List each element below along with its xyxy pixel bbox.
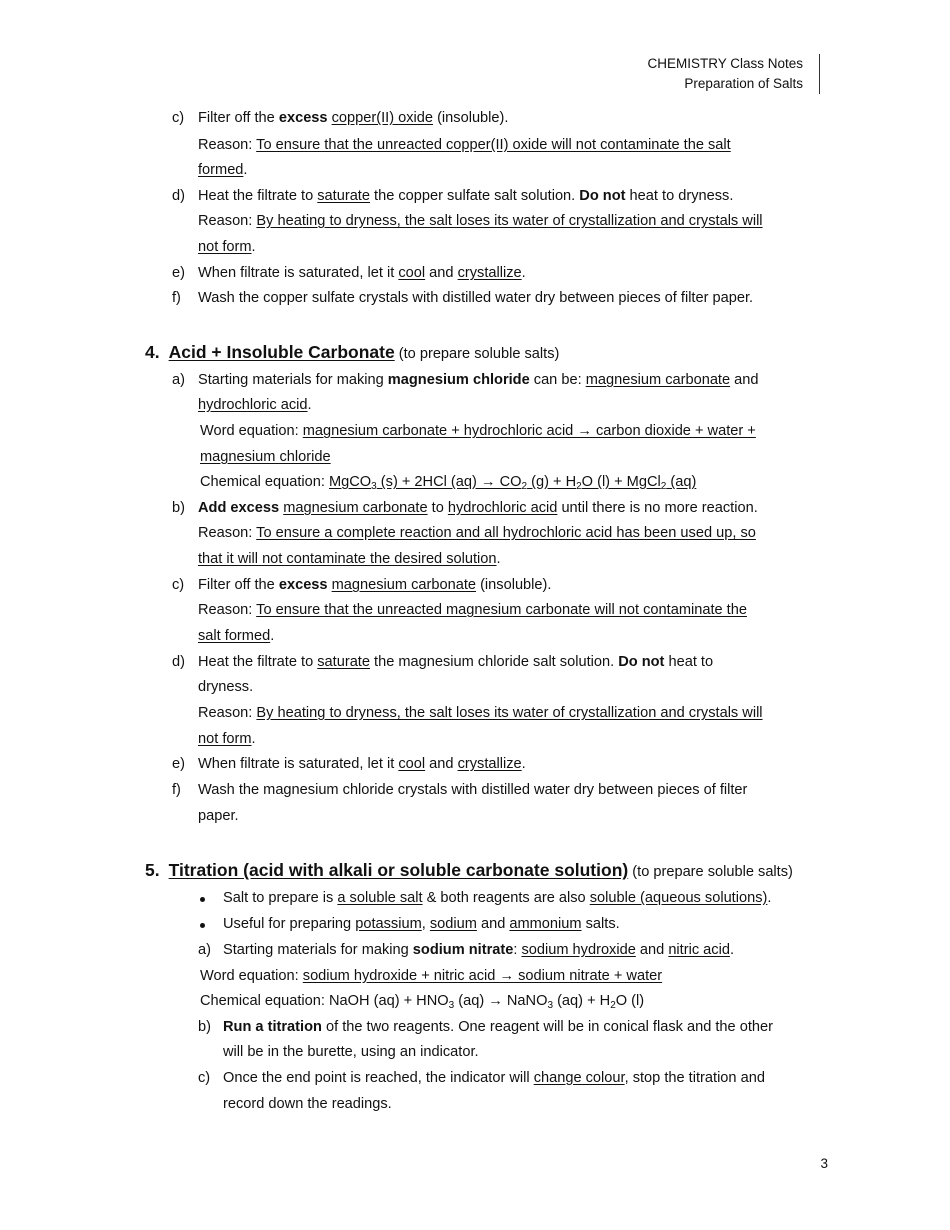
section-heading: 5. Titration (acid with alkali or soluble carbonate solution) (to prepare soluble salts) [145, 860, 793, 880]
step-text: record down the readings. [223, 1096, 392, 1112]
bullet-text: Useful for preparing potassium, sodium and ammonium salts. [223, 916, 620, 932]
step-label: a) [172, 372, 185, 388]
page-header [647, 54, 820, 94]
step-label: e) [172, 265, 185, 281]
chemical-equation: Chemical equation: MgCO$_3$ (s) + 2HCl $(aq) \to CO_2$ $(g) + H_2O$ (l) + MgCl$_2$ (aq) [200, 474, 697, 492]
step-text: Run a titration of the two reagents. One reagent will be in conical flask and the other [223, 1019, 773, 1035]
header-topic-title: Preparation of Salts [684, 76, 803, 91]
header-course-title: CHEMISTRY Class Notes [647, 56, 803, 71]
word-equation: Word equation: magnesium carbonate + hydrochloric acid → carbon dioxide + water + [200, 423, 756, 439]
step-label: c) [172, 577, 185, 593]
step-label: a) [198, 942, 211, 958]
bullet-text: Salt to prepare is a soluble salt & both reagents are also soluble (aqueous solutions). [223, 890, 772, 906]
step-label: c) [198, 1070, 211, 1086]
step-text: Wash the copper sulfate crystals with distilled water dry between pieces of filter paper. [198, 290, 754, 306]
step-text: hydrochloric acid. [198, 397, 312, 413]
step-label: b) [172, 500, 185, 516]
reason-text: formed. [198, 162, 248, 178]
reason-text: not form. [198, 731, 256, 747]
reason-text: not form. [198, 239, 256, 255]
step-label: c) [172, 110, 185, 126]
step-label: f) [172, 782, 181, 798]
bullet-icon [200, 897, 205, 902]
reason-text: that it will not contaminate the desired solution. [198, 551, 501, 567]
page-number: 3 [820, 1156, 828, 1171]
step-label: f) [172, 290, 181, 306]
section-heading: 4. Acid + Insoluble Carbonate (to prepare soluble salts) [145, 342, 560, 362]
step-text: Starting materials for making magnesium chloride can be: magnesium carbonate and [198, 372, 759, 388]
chemical-equation: Chemical equation: NaOH $(aq) + HNO_3$ (aq) → NaNO$_3$ $(aq) + H_2O$ (l) [200, 993, 645, 1011]
step-text: Add excess magnesium carbonate to hydrochloric acid until there is no more reaction. [198, 500, 758, 516]
reason-text: salt formed. [198, 628, 275, 644]
step-text: Once the end point is reached, the indicator will change colour, stop the titration and [223, 1070, 765, 1086]
step-text: Filter off the excess copper(II) oxide (insoluble). [198, 110, 509, 126]
step-text: When filtrate is saturated, let it cool and crystallize. [198, 756, 526, 772]
step-text: will be in the burette, using an indicator. [223, 1044, 479, 1060]
bullet-icon [200, 923, 205, 928]
step-text: Filter off the excess magnesium carbonate (insoluble). [198, 577, 552, 593]
reason-text: Reason: To ensure that the unreacted magnesium carbonate will not contaminate the [198, 602, 747, 618]
step-label: b) [198, 1019, 211, 1035]
reason-text: Reason: By heating to dryness, the salt loses its water of crystallization and crystals will [198, 213, 763, 229]
reason-text: Reason: By heating to dryness, the salt loses its water of crystallization and crystals will [198, 705, 763, 721]
step-label: d) [172, 188, 185, 204]
word-equation: Word equation: sodium hydroxide + nitric acid → sodium nitrate + water [200, 968, 663, 984]
step-label: d) [172, 654, 185, 670]
step-text: Heat the filtrate to saturate the magnesium chloride salt solution. Do not heat to [198, 654, 714, 670]
step-text: dryness. [198, 679, 254, 695]
step-text: Wash the magnesium chloride crystals with distilled water dry between pieces of filter [198, 782, 748, 798]
step-text: Starting materials for making sodium nitrate: sodium hydroxide and nitric acid. [223, 942, 735, 958]
step-text: paper. [198, 808, 239, 824]
step-label: e) [172, 756, 185, 772]
reason-text: Reason: To ensure that the unreacted copper(II) oxide will not contaminate the salt [198, 137, 731, 153]
step-text: When filtrate is saturated, let it cool and crystallize. [198, 265, 526, 281]
step-text: Heat the filtrate to saturate the copper sulfate salt solution. Do not heat to dryness. [198, 188, 734, 204]
word-equation: magnesium chloride [200, 449, 331, 465]
reason-text: Reason: To ensure a complete reaction and all hydrochloric acid has been used up, so [198, 525, 756, 541]
